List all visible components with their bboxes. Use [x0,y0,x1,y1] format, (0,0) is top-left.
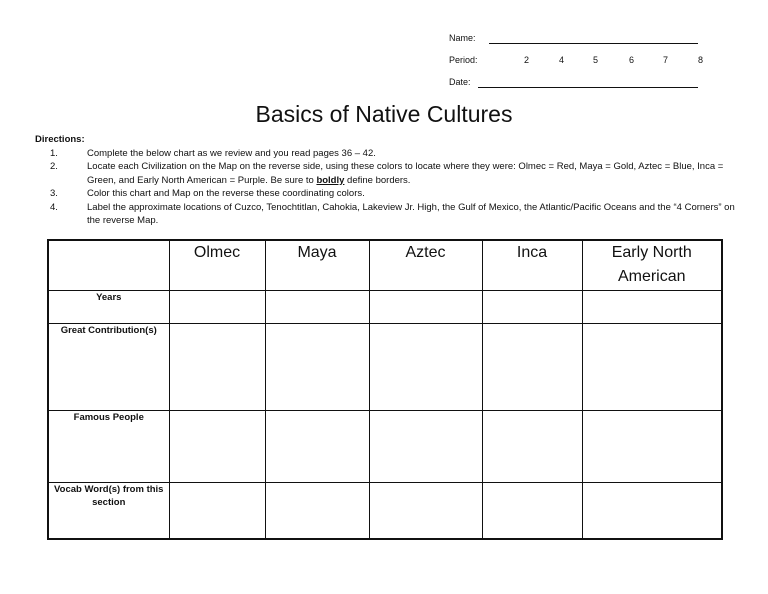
answer-cell[interactable] [265,410,369,482]
direction-item [35,147,745,161]
answer-cell[interactable] [265,482,369,539]
period-option[interactable]: 4 [559,55,565,65]
answer-cell[interactable] [169,290,265,323]
column-header-olmec: Olmec [169,240,265,290]
direction-number: 4. [50,201,58,213]
period-option[interactable]: 2 [524,55,530,65]
direction-item [35,201,745,228]
answer-cell[interactable] [369,290,482,323]
row-header-vocab-words: Vocab Word(s) from this section [48,482,169,539]
answer-cell[interactable] [482,323,582,410]
period-option[interactable]: 8 [698,55,704,65]
answer-cell[interactable] [169,410,265,482]
table-row [48,290,722,323]
direction-text: Locate each Civilization on the Map on the reverse side, using these colors to locate where they were: Olmec = Red, Maya = Gold, Aztec = Blue, Inca = Green, and Early North American = Purple. Be sure to [87,161,724,186]
column-header-early-north-american: Early North American [582,240,722,290]
direction-item [35,160,745,187]
answer-cell[interactable] [482,290,582,323]
direction-text: Color this chart and Map on the reverse these coordinating colors. [87,188,365,199]
direction-text: Label the approximate locations of Cuzco, Tenochtitlan, Cahokia, Lakeview Jr. High, the Gulf of Mexico, the Atlantic/Pacific Oceans and the “4 Corners” on the reverse Map. [87,201,735,226]
answer-cell[interactable] [482,410,582,482]
answer-cell[interactable] [582,323,722,410]
direction-text: Complete the below chart as we review and you read pages 36 – 42. [87,147,376,159]
direction-text-end: define borders. [344,174,411,186]
answer-cell[interactable] [265,290,369,323]
row-header-great-contributions: Great Contribution(s) [48,323,169,410]
corner-cell [48,240,169,290]
answer-cell[interactable] [265,323,369,410]
name-label: Name: [449,33,476,43]
directions [35,133,745,228]
column-header-aztec: Aztec [369,240,482,290]
direction-number: 1. [50,147,58,159]
period-label: Period: [449,55,478,65]
answer-cell[interactable] [169,323,265,410]
row-header-years: Years [48,290,169,323]
directions-heading: Directions: [35,134,85,145]
cultures-chart [47,239,723,540]
header-row [48,240,722,290]
answer-cell[interactable] [369,323,482,410]
table-row [48,323,722,410]
direction-number: 3. [50,188,58,199]
name-field-line[interactable] [489,33,698,44]
period-option[interactable]: 6 [629,55,635,65]
column-header-inca: Inca [482,240,582,290]
page-title: Basics of Native Cultures [255,101,513,127]
answer-cell[interactable] [582,482,722,539]
answer-cell[interactable] [369,410,482,482]
table-row [48,482,722,539]
period-option[interactable]: 5 [593,55,599,65]
answer-cell[interactable] [582,290,722,323]
answer-cell[interactable] [369,482,482,539]
column-header-maya: Maya [265,240,369,290]
direction-item [35,187,745,201]
date-label: Date: [449,77,471,87]
answer-cell[interactable] [169,482,265,539]
period-option[interactable]: 7 [663,55,669,65]
date-row [449,77,709,91]
answer-cell[interactable] [582,410,722,482]
row-header-famous-people: Famous People [48,410,169,482]
table-row [48,410,722,482]
name-row [449,33,709,47]
direction-emphasis: boldly [316,174,345,186]
direction-number: 2. [50,161,58,172]
date-field-line[interactable] [478,77,698,88]
answer-cell[interactable] [482,482,582,539]
period-row [449,55,709,69]
